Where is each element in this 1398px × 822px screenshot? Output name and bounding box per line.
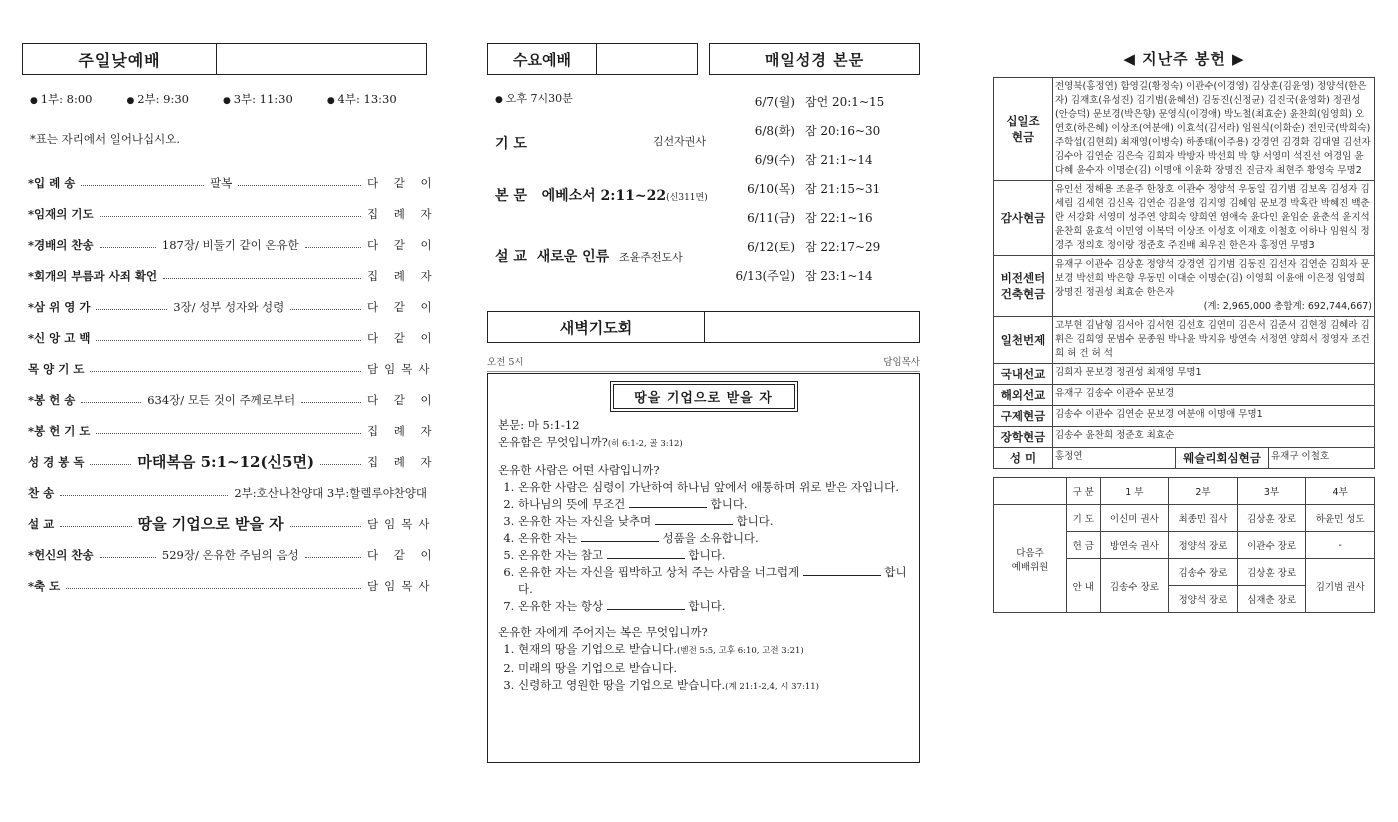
offering-names: 홍정연 [1053, 448, 1176, 469]
order-row [22, 539, 438, 570]
committee-cell: 최종민 집사 [1169, 505, 1238, 532]
order-leader: 담임목사 [367, 516, 436, 531]
committee-col-header: 구 분 [1067, 478, 1101, 505]
order-dots [60, 520, 131, 527]
prayer-label: 기 도 [495, 136, 527, 152]
sermon-point: 4. 온유한 자는 성품을 소유합니다. [518, 530, 909, 547]
bible-passage: 잠 23:1~14 [805, 269, 873, 283]
committee-cell: 이관수 장로 [1237, 532, 1306, 559]
order-item: 3장/ 성부 성자와 성령 [173, 299, 285, 314]
worship-committee-table [993, 477, 1375, 613]
fill-blank [607, 548, 685, 559]
order-of-worship [22, 167, 438, 601]
bible-row [709, 174, 920, 203]
sermon-label: 설 교 [495, 249, 527, 265]
offering-names: 유재구 이철호 [1269, 448, 1375, 469]
order-leader: 담임목사 [367, 578, 436, 593]
offering-name-list: 김희자 문보경 정권성 최재영 무명1 [1055, 367, 1202, 378]
order-dots [96, 303, 167, 310]
sermon-point: 6. 온유한 자는 자신을 핍박하고 상처 주는 사람을 너그럽게 합니다. [518, 564, 909, 598]
time-1: ● 1부: 8:00 [30, 91, 93, 107]
order-label: *경배의 찬송 [28, 237, 94, 252]
fill-blank [803, 565, 881, 576]
order-row [22, 260, 438, 291]
offering-row [994, 256, 1375, 317]
offering-name-list: 유인선 정해용 조윤주 한창호 이관수 정양석 우동일 김기범 김보옥 김성자 김세림 김세현 김신옥 김연순 김윤영 김지영 김혜임 문보경 박혹란 박혜진 백춘란 서강화 서영미 성주연 양희숙 양희연 염애숙 윤다인 윤임순 윤춘석 윤지석 윤찬희 윤효석 이민영 이복덕 이상조 이성호 이재호 이철호 이하나 임원식 정경주 정의호 정이랑 정준호 주진배 최우진 한은자 홍정연 무명3 [1055, 184, 1370, 251]
daily-bible-list [709, 87, 920, 290]
bible-date: 6/8(화) [754, 124, 795, 138]
sermon-point: 3. 온유한 자는 자신을 낮추며 합니다. [518, 513, 909, 530]
order-row [22, 229, 438, 260]
offering-category: 비전센터 건축현금 [994, 256, 1053, 317]
offering-category: 국내선교 [994, 364, 1053, 385]
order-dots [305, 551, 361, 558]
order-dots [90, 365, 361, 372]
offering-category: 감사현금 [994, 181, 1053, 256]
offering-category: 십일조 현금 [994, 78, 1053, 181]
order-dots [290, 303, 361, 310]
time-2: ● 2부: 9:30 [127, 91, 190, 107]
order-leader: 다 같 이 [367, 175, 438, 190]
bible-date: 6/7(월) [754, 95, 795, 109]
committee-cell: 이신미 권사 [1100, 505, 1169, 532]
sermon-point: 5. 온유한 자는 참고 합니다. [518, 547, 909, 564]
bible-passage: 잠 21:1~14 [805, 153, 873, 167]
sermon-point: 7. 온유한 자는 항상 합니다. [518, 598, 909, 615]
order-label: *입 례 송 [28, 175, 76, 190]
bible-row [709, 261, 920, 290]
order-label: 찬 송 [28, 485, 55, 500]
sunday-title: 주일낮예배 [23, 44, 217, 74]
committee-cell: 정양석 장로 [1169, 586, 1238, 613]
order-leader: 다 같 이 [367, 392, 438, 407]
committee-cell: 김송수 장로 [1100, 559, 1169, 613]
order-row [22, 477, 427, 508]
offering-names [1053, 317, 1375, 364]
order-label: *신 앙 고 백 [28, 330, 91, 345]
text-label: 본 문 [495, 188, 527, 204]
order-row [22, 167, 438, 198]
committee-cell: 정양석 장로 [1169, 532, 1238, 559]
sermon-q2: 온유한 사람은 어떤 사람입니까? [498, 463, 660, 477]
order-leader: 집 례 자 [367, 423, 438, 438]
order-dots [96, 334, 361, 341]
offering-names [1053, 385, 1375, 406]
offering-row [994, 448, 1375, 469]
committee-blank [994, 478, 1067, 505]
offering-row [994, 364, 1375, 385]
time-4: ● 4부: 13:30 [327, 91, 397, 107]
wednesday-time: ● 오후 7시30분 [495, 90, 573, 106]
bible-row [709, 87, 920, 116]
offering-total: (계: 2,965,000 총합계: 692,744,667) [1203, 301, 1372, 312]
sermon-notes [487, 373, 920, 763]
bible-passage: 잠언 20:1~15 [805, 95, 885, 109]
blessing-text: 신령하고 영원한 땅을 기업으로 받습니다. [518, 678, 726, 692]
offering-category: 일천번제 [994, 317, 1053, 364]
order-dots [60, 489, 228, 496]
offering-row [994, 181, 1375, 256]
order-dots [100, 551, 156, 558]
blessing-point [518, 660, 909, 677]
order-leader: 집 례 자 [367, 268, 438, 283]
offering-category: 해외선교 [994, 385, 1053, 406]
committee-role: 안 내 [1067, 559, 1101, 613]
wednesday-title: 수요예배 [488, 44, 597, 74]
order-dots [320, 458, 361, 465]
bible-row [709, 203, 920, 232]
order-row [22, 322, 438, 353]
bible-passage: 잠 22:1~16 [805, 211, 873, 225]
order-label: *임재의 기도 [28, 206, 94, 221]
time-3: ● 3부: 11:30 [223, 91, 293, 107]
order-dots [290, 520, 361, 527]
standing-note: *표는 자리에서 일어나십시오. [30, 132, 181, 146]
offering-names [1053, 427, 1375, 448]
committee-role: 기 도 [1067, 505, 1101, 532]
committee-col-header: 2부 [1169, 478, 1238, 505]
order-item: 529장/ 온유한 주님의 음성 [161, 547, 299, 562]
order-row [22, 353, 436, 384]
wednesday-header [487, 43, 698, 75]
committee-header [994, 478, 1375, 505]
order-item: 2부:호산나찬양대 3부:할렐루야찬양대 [234, 485, 427, 500]
offering-name-list: 고부현 김남형 김서아 김서현 김선호 김연미 김은서 김준서 김현정 김혜라 김휘은 김희영 문범수 문종원 박나윤 박지유 방연숙 서정연 양희서 정영자 조건희 허 건 허 석 [1055, 320, 1370, 359]
order-dots [96, 427, 361, 434]
order-label: *봉 헌 송 [28, 392, 76, 407]
order-dots [100, 241, 156, 248]
offering-category: 장학현금 [994, 427, 1053, 448]
blessing-text: 미래의 땅을 기업으로 받습니다. [518, 661, 678, 675]
bible-row [709, 116, 920, 145]
committee-cell: 김상훈 장로 [1237, 559, 1306, 586]
fill-blank [581, 531, 659, 542]
order-leader: 집 례 자 [367, 454, 438, 469]
bible-passage: 잠 21:15~31 [805, 182, 881, 196]
bible-row [709, 145, 920, 174]
sermon-preacher: 조윤주전도사 [618, 251, 683, 264]
offering-panel [993, 48, 1375, 613]
blessing-ref: (벧전 5:5, 고후 6:10, 고전 3:21) [677, 646, 804, 656]
offering-names [1053, 181, 1375, 256]
sermon-notes-title: 땅을 기업으로 받을 자 [613, 384, 795, 409]
offering-row [994, 78, 1375, 181]
prayer-person: 김선자권사 [652, 135, 706, 148]
order-item: 팔복 [210, 175, 233, 190]
blessing-points [498, 641, 909, 696]
order-dots [301, 396, 361, 403]
order-item: 땅을 기업으로 받을 자 [137, 515, 284, 533]
committee-col-header: 4부 [1306, 478, 1375, 505]
order-leader: 다 같 이 [367, 237, 438, 252]
order-dots [90, 458, 131, 465]
offering-names [1053, 364, 1375, 385]
blessing-point [518, 677, 909, 696]
dawn-prayer-title: 새벽기도회 [488, 312, 705, 342]
order-dots [81, 179, 204, 186]
order-leader: 다 같 이 [367, 299, 438, 314]
wednesday-prayer [495, 133, 706, 153]
committee-role: 헌 금 [1067, 532, 1101, 559]
committee-cell: 하윤민 성도 [1306, 505, 1375, 532]
offering-category: 구제현금 [994, 406, 1053, 427]
offering-name-list: 전영북(홍정연) 함영길(황정숙) 이관수(이경영) 김상훈(김윤영) 정양석(한은자) 김재호(유성진) 김기범(윤혜선) 김동진(신정균) 김진국(윤영화) 정권성(안승덕) 문보경(박은향) 문영식(이경애) 박노철(최효순) 윤찬희(임영희) 오연호(하은혜) 이상조(여분애) 이효석(김서라) 임원식(이화순) 전인국(박희숙) 주학섭(김현희) 최재영(이병숙) 하종태(이주용) 강경연 김경화 김대열 김선자 김수아 김연순 김은숙 김희자 박방자 박선희 박 향 서영미 석진선 여경임 윤다혜 윤수자 이명순(김) 이명애 이윤화 장명진 진금자 최현주 황영숙 무명2 [1055, 81, 1371, 176]
offering-table [993, 77, 1375, 469]
committee-cell: 김기범 권사 [1306, 559, 1375, 613]
blessing-text: 현재의 땅을 기업으로 받습니다. [518, 642, 678, 656]
daily-bible-title: 매일성경 본문 [709, 43, 920, 75]
bible-date: 6/11(금) [747, 211, 795, 225]
offering-name-list: 유재구 김송수 이관수 문보경 [1055, 388, 1175, 399]
sunday-service-panel [22, 43, 438, 601]
order-label: 설 교 [28, 516, 55, 531]
order-dots [163, 272, 361, 279]
order-label: *축 도 [28, 578, 61, 593]
offering-row [994, 427, 1375, 448]
offering-names [1053, 256, 1375, 317]
offering-title: ◀ 지난주 봉헌 ▶ [1123, 50, 1245, 68]
bible-passage: 잠 22:17~29 [805, 240, 881, 254]
order-leader: 집 례 자 [367, 206, 438, 221]
committee-col-header: 3부 [1237, 478, 1306, 505]
offering-name-list: 김송수 이관수 김연순 문보경 여분애 이명애 무명1 [1055, 409, 1263, 420]
order-dots [66, 582, 361, 589]
committee-row [994, 505, 1375, 532]
order-label: *헌신의 찬송 [28, 547, 94, 562]
blessing-ref: (계 21:1-2,4, 시 37:11) [725, 682, 819, 692]
offering-name-list: 유재구 이관수 김상훈 정양석 강경연 김기범 김동진 김선자 김연순 김희자 문보경 박선희 박은향 우동민 이대순 이명순(김) 이영희 이윤애 이은정 임영희 장명진 정권성 최효순 한은자 [1055, 259, 1370, 298]
dawn-prayer-info [487, 354, 920, 372]
order-label: 성 경 봉 독 [28, 454, 85, 469]
fill-blank [655, 514, 733, 525]
offering-row [994, 317, 1375, 364]
order-row [22, 570, 436, 601]
fill-blank [607, 599, 685, 610]
order-label: 목 양 기 도 [28, 361, 85, 376]
offering-category: 웨슬리회심현금 [1176, 448, 1269, 469]
text-page: (신311면) [666, 193, 708, 203]
order-item: 634장/ 모든 것이 주께로부터 [147, 392, 296, 407]
bible-date: 6/13(주일) [735, 269, 795, 283]
order-row [22, 446, 438, 477]
sermon-text: 본문: 마 5:1-12 [498, 418, 580, 432]
order-item: 마태복음 5:1~12(신5면) [137, 453, 315, 471]
q1-text: 온유함은 무엇입니까? [498, 435, 608, 449]
committee-col-header: 1 부 [1100, 478, 1169, 505]
bible-row [709, 232, 920, 261]
fill-blank [629, 497, 707, 508]
text-ref: 에베소서 2:11~22 [541, 188, 667, 204]
committee-cell: 김송수 장로 [1169, 559, 1238, 586]
order-row [22, 508, 436, 539]
order-row [22, 198, 438, 229]
order-label: *봉 헌 기 도 [28, 423, 91, 438]
order-row [22, 415, 438, 446]
order-leader: 담임목사 [367, 361, 436, 376]
offering-name-list: 김송수 윤찬희 정준호 최효순 [1055, 430, 1175, 441]
committee-cell: - [1306, 532, 1375, 559]
wednesday-text [495, 185, 708, 205]
offering-row [994, 406, 1375, 427]
order-label: *삼 위 영 가 [28, 299, 91, 314]
sermon-q1 [498, 434, 909, 453]
dawn-prayer-header [487, 311, 920, 343]
sermon-point: 1. 온유한 사람은 심령이 가난하여 하나님 앞에서 애통하며 위로 받은 자입니다. [518, 479, 909, 496]
sunday-title-box [22, 43, 427, 75]
order-row [22, 384, 438, 415]
bible-date: 6/10(목) [747, 182, 795, 196]
wednesday-sermon [495, 246, 683, 266]
bible-date: 6/12(토) [747, 240, 795, 254]
offering-names [1053, 406, 1375, 427]
order-label: *회개의 부름과 사죄 확언 [28, 268, 158, 283]
sermon-points [498, 479, 909, 615]
service-times [22, 91, 427, 107]
bible-passage: 잠 20:16~30 [805, 124, 881, 138]
blessing-point [518, 641, 909, 660]
committee-group: 다음주 예배위원 [994, 505, 1067, 613]
committee-cell: 방연숙 권사 [1100, 532, 1169, 559]
order-dots [238, 179, 361, 186]
dawn-leader: 담임목사 [883, 357, 920, 368]
sermon-title: 새로운 인류 [536, 249, 610, 265]
order-item: 187장/ 비둘기 같이 온유한 [161, 237, 299, 252]
offering-category: 성 미 [994, 448, 1053, 469]
sermon-point: 2. 하나님의 뜻에 무조건 합니다. [518, 496, 909, 513]
offering-row [994, 385, 1375, 406]
bible-date: 6/9(수) [754, 153, 795, 167]
order-row [22, 291, 438, 322]
committee-cell: 심재춘 장로 [1237, 586, 1306, 613]
order-dots [81, 396, 141, 403]
dawn-time: 오전 5시 [487, 357, 524, 368]
sermon-q3: 온유한 자에게 주어지는 복은 무엇입니까? [498, 625, 708, 639]
q1-ref: (히 6:1-2, 골 3:12) [607, 439, 683, 449]
order-dots [305, 241, 361, 248]
offering-names [1053, 78, 1375, 181]
order-leader: 다 같 이 [367, 330, 438, 345]
order-dots [100, 210, 361, 217]
committee-cell: 김상훈 장로 [1237, 505, 1306, 532]
order-leader: 다 같 이 [367, 547, 438, 562]
